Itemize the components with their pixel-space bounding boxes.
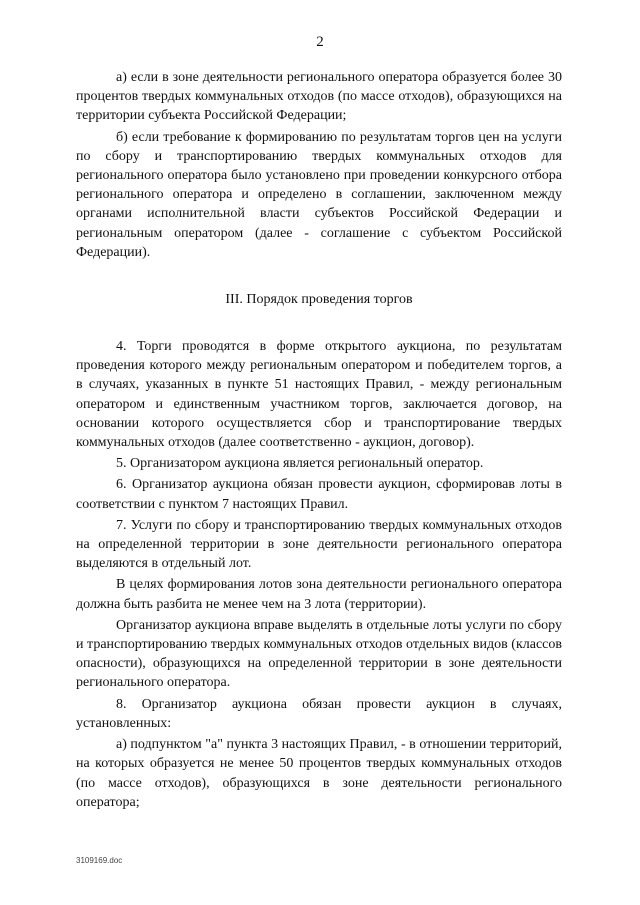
paragraph: а) если в зоне деятельности регионального оператора образуется более 30 процентов твердых коммунальных отходов (по массе отходов), образующихся на территории субъекта Российской Федерации; (76, 70, 562, 124)
document-body (76, 68, 562, 812)
paragraph: 5. Организатором аукциона является региональный оператор. (116, 456, 484, 472)
footer-doc-id: 3109169.doc (76, 856, 123, 865)
paragraph: а) подпунктом "а" пункта 3 настоящих Правил, - в отношении территорий, на которых образуется не менее 50 процентов твердых коммунальных отходов (по массе отходов), образующихся в зоне деятельности регионального оператора; (76, 737, 562, 810)
paragraph: б) если требование к формированию по результатам торгов цен на услуги по сбору и транспортированию твердых коммунальных отходов для регионального оператора было установлено при проведении конкурсного отбора регионального оператора и определено в соглашении, заключенном между органами исполнительной власти субъектов Российской Федерации и региональным оператором (далее - соглашение с субъектом Российской Федерации). (76, 129, 562, 260)
paragraph: 4. Торги проводятся в форме открытого аукциона, по результатам проведения которого между региональным оператором и победителем торгов, а в случаях, указанных в пункте 51 настоящих Правил, - между региональным оператором и единственным участником торгов, заключается договор, на основании которого осуществляется сбор и транспортирование твердых коммунальных отходов (далее соответственно - аукцион, договор). (76, 339, 562, 451)
paragraph: 6. Организатор аукциона обязан провести аукцион, сформировав лоты в соответствии с пунктом 7 настоящих Правил. (76, 477, 562, 512)
section-heading: III. Порядок проведения торгов (225, 292, 413, 308)
paragraph: 8. Организатор аукциона обязан провести аукцион в случаях, установленных: (76, 696, 562, 731)
paragraph: Организатор аукциона вправе выделять в отдельные лоты услуги по сбору и транспортированию твердых коммунальных отходов отдельных видов (классов опасности), образующихся на определенной территории в зоне деятельности регионального оператора. (76, 617, 562, 691)
paragraph: В целях формирования лотов зона деятельности регионального оператора должна быть разбита не менее чем на 3 лота (территории). (76, 577, 562, 612)
page-number: 2 (316, 34, 324, 50)
paragraph: 7. Услуги по сбору и транспортированию твердых коммунальных отходов на определенной территории в зоне деятельности регионального оператора выделяются в отдельный лот. (76, 517, 562, 572)
